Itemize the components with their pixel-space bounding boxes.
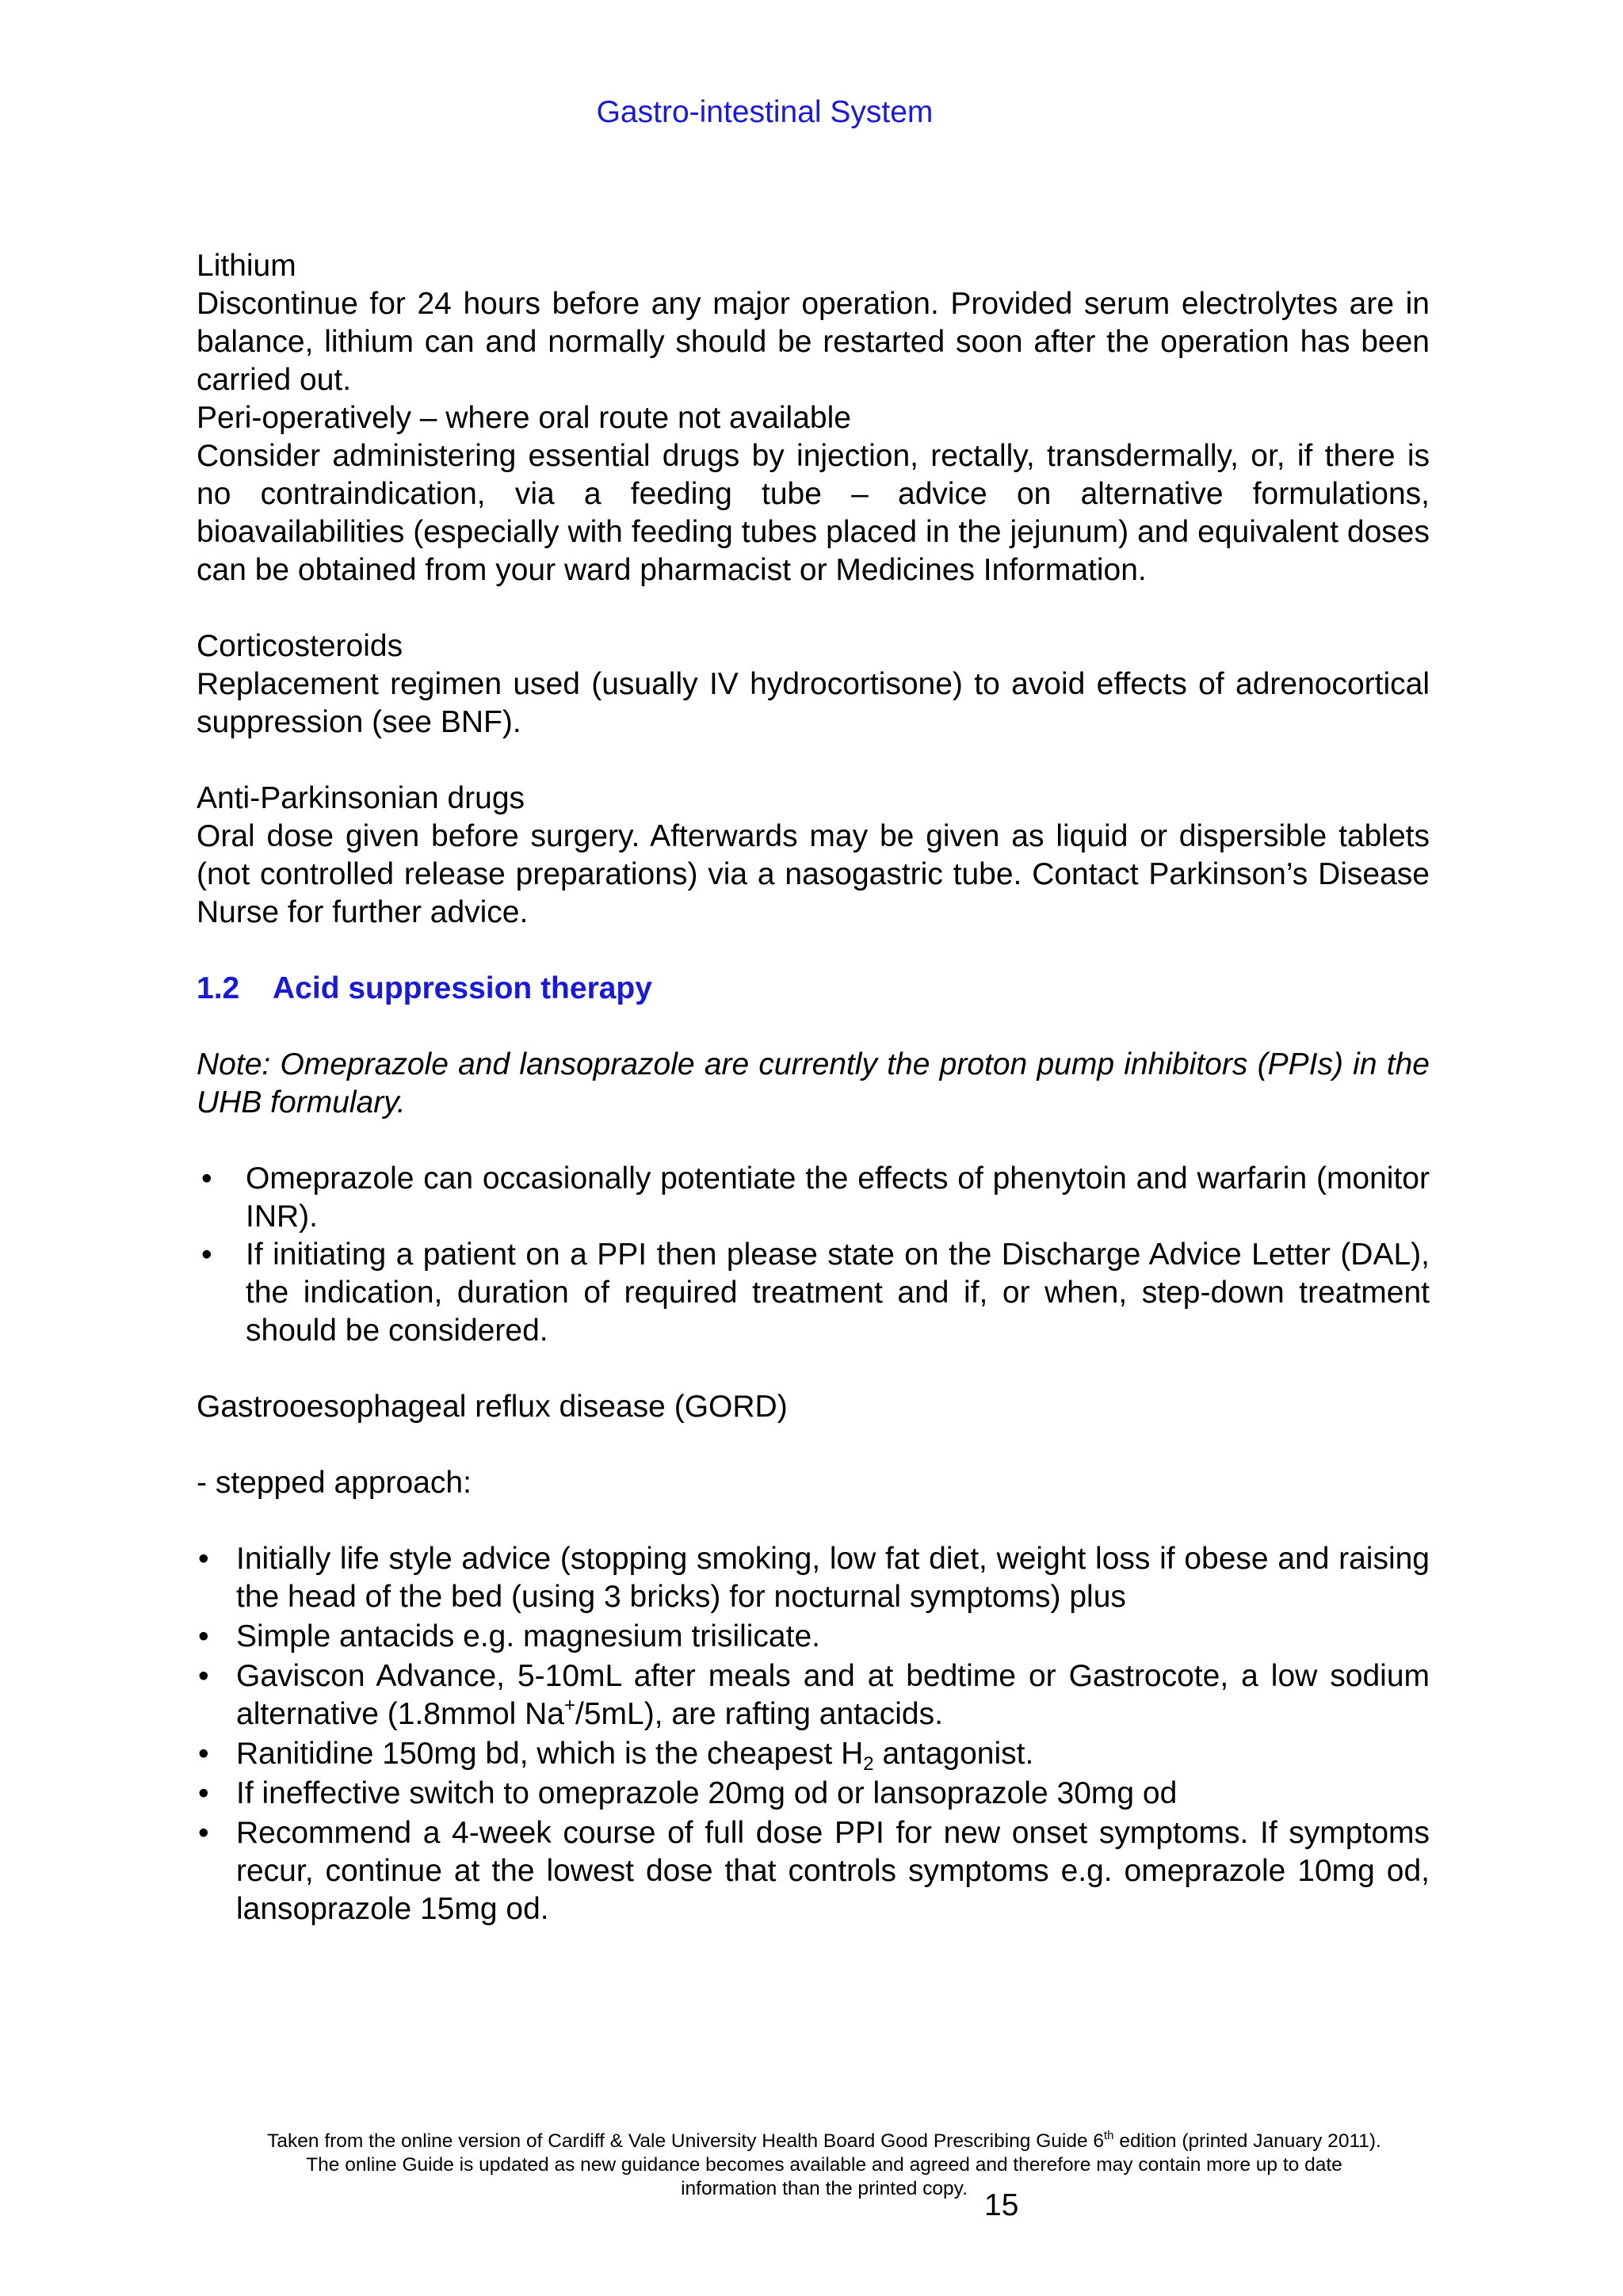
list-item-text: Omeprazole can occasionally potentiate the effects of phenytoin and warfarin (monitor INR). [246,1161,1430,1234]
list-item-text: If ineffective switch to omeprazole 20mg od or lansoprazole 30mg od [236,1776,1178,1810]
list-item [197,1160,1430,1236]
bullet-icon: • [201,1238,212,1272]
list-item-text: /5mL), are rafting antacids. [575,1697,943,1731]
list-item [197,1236,1430,1350]
corticosteroids-body: Replacement regimen used (usually IV hydrocortisone) to avoid effects of adrenocortical suppression (see BNF). [197,667,1430,739]
bullet-icon: • [201,1161,212,1196]
page-footer [174,2130,1474,2201]
corticosteroids-title: Corticosteroids [197,629,403,663]
peri-op-body: Consider administering essential drugs by injection, rectally, transdermally, or, if there is no contraindication, via a feeding tube – advice on alternative formulations, bioavailabilities (especially with feeding tubes placed in the jejunum) and equivalent doses can be obtained from your ward pharmacist or Medicines Information. [197,439,1430,587]
gord-subtitle: - stepped approach: [197,1466,472,1500]
list-item-text: antagonist. [873,1737,1034,1771]
footer-text: edition (printed January 2011). [1113,2130,1381,2152]
formulary-note: Note: Omeprazole and lansoprazole are currently the proton pump inhibitors (PPIs) in the UHB formulary. [197,1047,1430,1119]
footer-superscript: th [1104,2129,1114,2142]
list-item [197,1735,1430,1773]
list-item [197,1814,1430,1928]
footer-line-2: The online Guide is updated as new guidance becomes available and agreed and therefore may contain more up to date [306,2154,1342,2176]
footer-line-1 [174,2130,1474,2153]
list-item-text: Ranitidine 150mg bd, which is the cheapest H [236,1737,864,1771]
list-item-text: Initially life style advice (stopping smoking, low fat diet, weight loss if obese and raising the head of the bed (using 3 bricks) for nocturnal symptoms) plus [236,1542,1430,1614]
bullet-icon: • [198,1619,209,1653]
bullet-icon: • [198,1816,209,1850]
gord-title: Gastrooesophageal reflux disease (GORD) [197,1390,788,1424]
anti-parkinsonian-title: Anti-Parkinsonian drugs [197,781,525,815]
list-item-text: Recommend a 4-week course of full dose PPI for new onset symptoms. If symptoms recur, continue at the lowest dose that controls symptoms e.g. omeprazole 10mg od, lansoprazole 15mg od. [236,1816,1430,1926]
list-item-text: Gaviscon Advance, 5-10mL after meals and at bedtime or Gastrocote, a low sodium alternative (1.8mmol Na [236,1659,1430,1731]
footer-line-3: information than the printed copy. [681,2178,968,2199]
list-item [197,1775,1430,1813]
list-item-text: Simple antacids e.g. magnesium trisilicate. [236,1619,820,1653]
subscript: 2 [863,1753,874,1775]
list-item-text: If initiating a patient on a PPI then please state on the Discharge Advice Letter (DAL), the indication, duration of required treatment and if, or when, step-down treatment should be considered. [246,1238,1430,1348]
list-item [197,1618,1430,1656]
section-title: Acid suppression therapy [273,971,652,1005]
bullet-icon: • [198,1737,209,1771]
lithium-body: Discontinue for 24 hours before any major operation. Provided serum electrolytes are in balance, lithium can and normally should be restarted soon after the operation has been carried out. [197,287,1430,397]
anti-parkinsonian-body: Oral dose given before surgery. Afterwards may be given as liquid or dispersible tablets (not controlled release preparations) via a nasogastric tube. Contact Parkinson’s Disease Nurse for further advice. [197,819,1430,929]
bullet-icon: • [198,1542,209,1576]
bullet-icon: • [198,1776,209,1810]
footer-text: Taken from the online version of Cardiff & Vale University Health Board Good Prescribing Guide 6 [267,2130,1105,2152]
list-item [197,1657,1430,1733]
gord-bullet-list [197,1540,1430,1928]
document-body [197,247,1430,1930]
page-header: Gastro-intestinal System [596,95,934,129]
list-item [197,1540,1430,1616]
peri-op-title: Peri-operatively – where oral route not available [197,401,851,435]
bullet-icon: • [198,1659,209,1693]
section-heading [197,970,1430,1008]
lithium-title: Lithium [197,249,296,283]
section-number: 1.2 [197,971,240,1005]
page-number: 15 [984,2188,1019,2222]
superscript: + [564,1695,576,1716]
ppi-bullet-list [197,1160,1430,1350]
